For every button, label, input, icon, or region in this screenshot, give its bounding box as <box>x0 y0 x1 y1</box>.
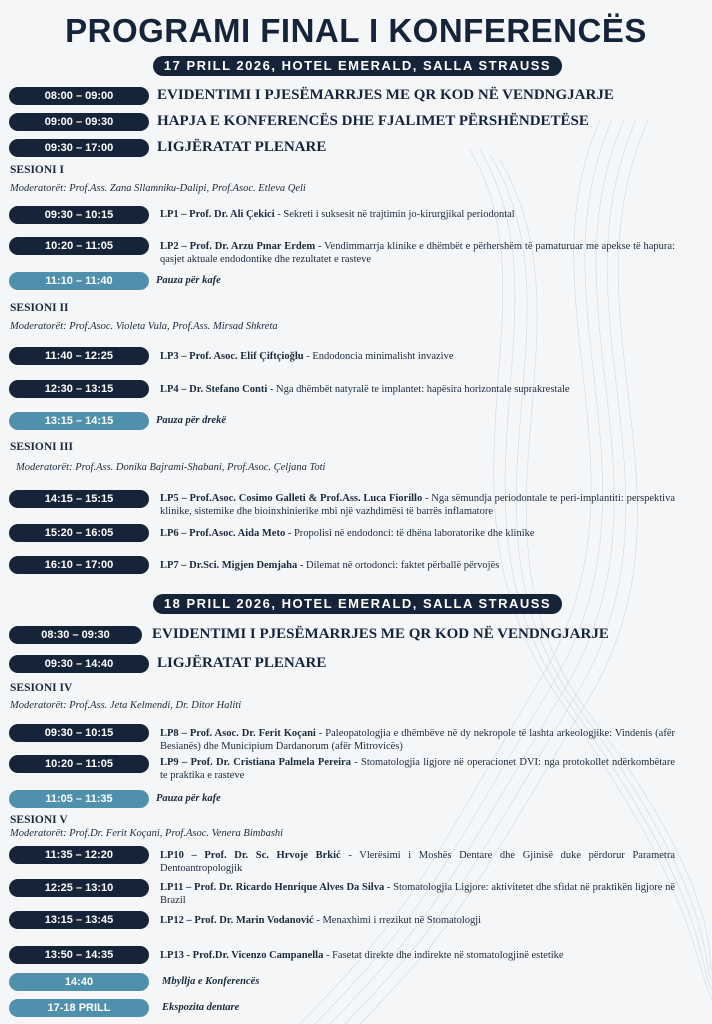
time-pill: 08:00 – 09:00 <box>9 87 149 105</box>
closing-label: Mbyllja e Konferencës <box>162 976 260 987</box>
session-title: SESIONI II <box>10 302 69 314</box>
day-header-2: 18 PRILL 2026, HOTEL EMERALD, SALLA STRAUSS <box>153 594 562 614</box>
time-pill: 13:15 – 14:15 <box>9 412 149 430</box>
registration-label: EVIDENTIMI I PJESËMARRJES ME QR KOD NË VENDNGJARJE <box>152 626 609 642</box>
exhibition-label: Ekspozita dentare <box>162 1002 240 1013</box>
time-pill: 13:15 – 13:45 <box>9 911 149 929</box>
lecture-lp7 <box>160 559 675 572</box>
speaker: LP9 – Prof. Dr. Cristiana Palmela Pereira <box>160 757 351 768</box>
time-pill: 09:30 – 14:40 <box>9 655 149 673</box>
speaker: LP11 – Prof. Dr. Ricardo Henrique Alves Da Silva <box>160 882 385 893</box>
page-title: PROGRAMI FINAL I KONFERENCËS <box>65 12 647 49</box>
moderators: Moderatorët: Prof.Ass. Donika Bajrami-Shabani, Prof.Asoc. Çeljana Toti <box>16 462 326 473</box>
topic: - Stomatologjia Ligjore: aktivitetet dhe sfidat në praktikën ligjore në Brazil <box>160 882 676 906</box>
opening-label: HAPJA E KONFERENCËS DHE FJALIMET PËRSHËNDETËSE <box>157 113 589 129</box>
topic: - Propolisi në endodonci: të dhëna laboratorike dhe klinike <box>285 528 535 539</box>
lecture-lp8 <box>160 727 675 753</box>
time-pill: 09:00 – 09:30 <box>9 113 149 131</box>
session-title: SESIONI I <box>10 164 65 176</box>
time-pill: 11:10 – 11:40 <box>9 272 149 290</box>
time-pill: 09:30 – 10:15 <box>9 724 149 742</box>
speaker: LP10 – Prof. Dr. Sc. Hrvoje Brkić <box>160 850 341 861</box>
time-pill: 11:40 – 12:25 <box>9 347 149 365</box>
time-pill: 09:30 – 17:00 <box>9 139 149 157</box>
speaker: LP13 - Prof.Dr. Vicenzo Campanella <box>160 950 324 961</box>
speaker: LP8 – Prof. Asoc. Dr. Ferit Koçani <box>160 728 316 739</box>
time-pill: 10:20 – 11:05 <box>9 755 149 773</box>
lecture-lp11 <box>160 881 675 907</box>
topic: - Paleopatologjia e dhëmbëve në dy nekropole të lashta arkeologjike: Vindenis (afër Besianës) dhe Municipium Dardanorum (afër Mitrovicës) <box>160 728 675 752</box>
time-pill: 12:25 – 13:10 <box>9 879 149 897</box>
session-title: SESIONI IV <box>10 682 73 694</box>
lecture-lp10 <box>160 849 675 875</box>
lecture-lp5 <box>160 492 675 518</box>
topic: - Nga dhëmbët natyralë te implantet: hapësira horizontale suprakrestale <box>267 384 570 395</box>
topic: - Stomatologjia ligjore në operacionet DVI: nga protokollet ndërkombëtare te praktika e rasteve <box>160 757 675 781</box>
moderators: Moderatorët: Prof.Asoc. Violeta Vula, Prof.Ass. Mirsad Shkreta <box>10 321 278 332</box>
time-pill: 10:20 – 11:05 <box>9 237 149 255</box>
time-pill: 17-18 PRILL <box>9 999 149 1017</box>
break-label: Pauza për drekë <box>156 415 226 426</box>
topic: - Menaxhimi i rrezikut në Stomatologji <box>313 915 482 926</box>
topic: - Vlerësimi i Moshës Dentare dhe Gjinisë duke përdorur Parametra Dentoantropologjik <box>160 850 675 874</box>
plenary-label: LIGJËRATAT PLENARE <box>157 655 327 671</box>
speaker: LP12 – Prof. Dr. Marin Vodanović <box>160 915 314 926</box>
topic: - Nga sëmundja periodontale te peri-implantiti: perspektiva klinike, sistemike dhe bioinxhinierike mbi një vazhdimësi të barrës inflamatore <box>160 493 675 517</box>
lecture-lp1 <box>160 208 675 221</box>
session-title: SESIONI III <box>10 441 73 453</box>
day-header-1: 17 PRILL 2026, HOTEL EMERALD, SALLA STRAUSS <box>153 56 562 76</box>
speaker: LP5 – Prof.Asoc. Cosimo Galleti & Prof.Ass. Luca Fiorillo <box>160 493 423 504</box>
time-pill: 16:10 – 17:00 <box>9 556 149 574</box>
time-pill: 12:30 – 13:15 <box>9 380 149 398</box>
time-pill: 11:35 – 12:20 <box>9 846 149 864</box>
time-pill: 14:40 <box>9 973 149 991</box>
lecture-lp6 <box>160 527 675 540</box>
speaker: LP1 – Prof. Dr. Ali Çekici <box>160 209 275 220</box>
lecture-lp12 <box>160 914 675 927</box>
lecture-lp9 <box>160 756 675 782</box>
speaker: LP4 – Dr. Stefano Conti <box>160 384 268 395</box>
session-title: SESIONI V <box>10 814 68 826</box>
lecture-lp3 <box>160 350 675 363</box>
speaker: LP2 – Prof. Dr. Arzu Pınar Erdem <box>160 241 316 252</box>
moderators: Moderatorët: Prof.Ass. Zana Sllamniku-Dalipi, Prof.Asoc. Etleva Qeli <box>10 183 306 194</box>
plenary-label: LIGJËRATAT PLENARE <box>157 139 327 155</box>
time-pill: 11:05 – 11:35 <box>9 790 149 808</box>
lecture-lp4 <box>160 383 675 396</box>
time-pill: 08:30 – 09:30 <box>9 626 142 644</box>
speaker: LP6 – Prof.Asoc. Aida Meto <box>160 528 286 539</box>
registration-label: EVIDENTIMI I PJESËMARRJES ME QR KOD NË VENDNGJARJE <box>157 87 614 103</box>
topic: - Endodoncia minimalisht invazive <box>303 351 454 362</box>
topic: - Fasetat direkte dhe indirekte në stomatologjinë estetike <box>323 950 564 961</box>
time-pill: 13:50 – 14:35 <box>9 946 149 964</box>
moderators: Moderatorët: Prof.Dr. Ferit Koçani, Prof.Asoc. Venera Bimbashi <box>10 828 284 839</box>
break-label: Pauza për kafe <box>156 275 221 286</box>
speaker: LP3 – Prof. Asoc. Elif Çiftçioğlu <box>160 351 304 362</box>
lecture-lp2 <box>160 240 675 266</box>
lecture-lp13 <box>160 949 675 962</box>
break-label: Pauza për kafe <box>156 793 221 804</box>
topic: - Vendimmarrja klinike e dhëmbët e përhershëm të pamaturuar me apekse të hapura: qasjet aktuale endodontike dhe rezultatet e rasteve <box>160 241 675 265</box>
moderators: Moderatorët: Prof.Ass. Jeta Kelmendi, Dr. Ditor Haliti <box>10 700 242 711</box>
time-pill: 14:15 – 15:15 <box>9 490 149 508</box>
topic: - Dilemat në ortodonci: faktet përballë përvojës <box>297 560 500 571</box>
speaker: LP7 – Dr.Sci. Migjen Demjaha <box>160 560 298 571</box>
time-pill: 15:20 – 16:05 <box>9 524 149 542</box>
topic: - Sekreti i suksesit në trajtimin jo-kirurgjikal periodontal <box>274 209 515 220</box>
time-pill: 09:30 – 10:15 <box>9 206 149 224</box>
